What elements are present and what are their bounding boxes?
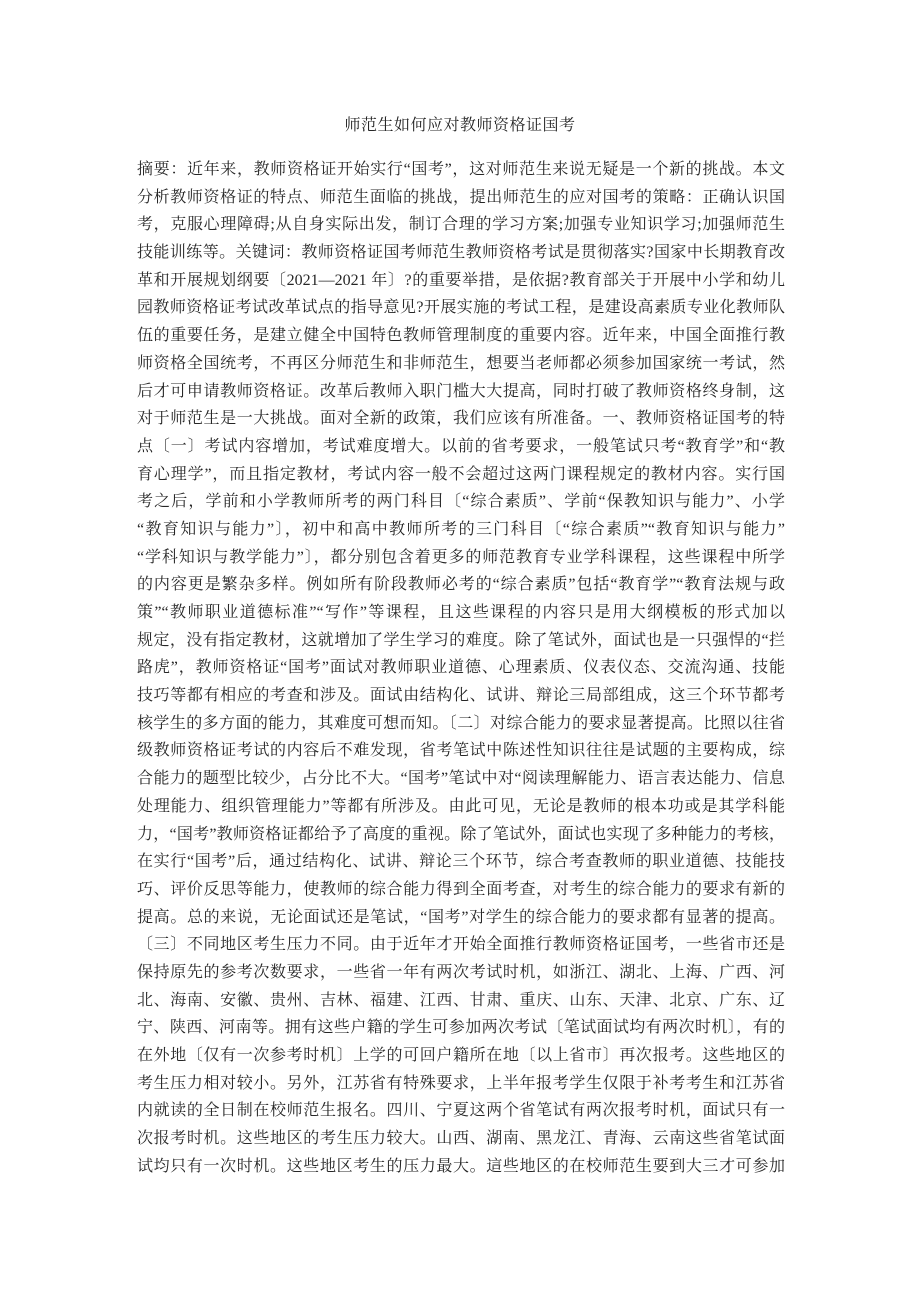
- text-line: 革和开展规划纲要〔2021—2021 年〕?的重要举措，是依据?教育部关于开展中小学和幼儿: [137, 271, 785, 289]
- text-line: 次报考时机。这些地区的考生压力较大。山西、湖南、黑龙江、青海、云南这些省笔试面: [137, 1130, 785, 1148]
- text-line: 〔三〕不同地区考生压力不同。由于近年才开始全面推行教师资格证国考，一些省市还是: [137, 936, 785, 954]
- text-line: 技巧等都有相应的考查和涉及。面试由结构化、试讲、辩论三局部组成，这三个环节都考: [137, 687, 785, 705]
- text-line: 巧、评价反思等能力，使教师的综合能力得到全面考查，对考生的综合能力的要求有新的: [137, 880, 785, 898]
- text-line: 试均只有一次时机。这些地区考生的压力最大。這些地区的在校师范生要到大三才可参加: [137, 1157, 785, 1175]
- text-line: 园教师资格证考试改革试点的指导意见?开展实施的考试工程，是建设高素质专业化教师队: [137, 299, 785, 317]
- text-line: 提高。总的来说，无论面试还是笔试，“国考”对学生的综合能力的要求都有显著的提高。: [137, 908, 785, 926]
- text-line: 伍的重要任务，是建立健全中国特色教师管理制度的重要内容。近年来，中国全面推行教: [137, 327, 785, 345]
- text-line: 育心理学”，而且指定教材，考试内容一般不会超过这两门课程规定的教材内容。实行国: [137, 465, 785, 483]
- text-line: 分析教师资格证的特点、师范生面临的挑战，提出师范生的应对国考的策略：正确认识国: [137, 188, 785, 206]
- text-line: 对于师范生是一大挑战。面对全新的政策，我们应该有所准备。一、教师资格证国考的特: [137, 410, 785, 428]
- text-line: 点〔一〕考试内容增加，考试难度增大。以前的省考要求，一般笔试只考“教育学”和“教: [137, 437, 785, 455]
- text-line: 力，“国考”教师资格证都给予了高度的重视。除了笔试外，面试也实现了多种能力的考核，: [137, 825, 785, 843]
- text-line: 摘要：近年来，教师资格证开始实行“国考”，这对师范生来说无疑是一个新的挑战。本文: [137, 161, 785, 178]
- text-line: 后才可申请教师资格证。改革后教师入职门槛大大提高，同时打破了教师资格终身制，这: [137, 382, 785, 400]
- text-line: 处理能力、组织管理能力”等都有所涉及。由此可见，无论是教师的根本功或是其学科能: [137, 797, 785, 815]
- document-body: [137, 156, 785, 1180]
- text-line: 师资格全国统考，不再区分师范生和非师范生，想要当老师都必须参加国家统一考试，然: [137, 354, 785, 372]
- text-line: 考生压力相对较小。另外，江苏省有特殊要求，上半年报考学生仅限于补考考生和江苏省: [137, 1074, 785, 1092]
- text-line: 在外地〔仅有一次参考时机〕上学的可回户籍所在地〔以上省市〕再次报考。这些地区的: [137, 1047, 785, 1064]
- text-line: 宁、陕西、河南等。拥有这些户籍的学生可参加两次考试〔笔试面试均有两次时机〕，有的: [137, 1019, 785, 1037]
- text-line: 保持原先的参考次数要求，一些省一年有两次考试时机，如浙江、湖北、上海、广西、河: [137, 963, 785, 981]
- text-line: “学科知识与教学能力”〕，都分别包含着更多的师范教育专业学科课程，这些课程中所学: [137, 548, 785, 566]
- text-line: 规定，没有指定教材，这就增加了学生学习的难度。除了笔试外，面试也是一只强悍的“拦: [137, 631, 785, 649]
- text-line: 考之后，学前和小学教师所考的两门科目〔“综合素质”、学前“保教知识与能力”、小学: [137, 493, 785, 511]
- text-line: 北、海南、安徽、贵州、吉林、福建、江西、甘肃、重庆、山东、天津、北京、广东、辽: [137, 991, 785, 1009]
- text-line: “教育知识与能力”〕，初中和高中教师所考的三门科目〔“综合素质”“教育知识与能力”: [137, 520, 785, 538]
- document-title: 师范生如何应对教师资格证国考: [344, 117, 576, 134]
- text-line: 技能训练等。关键词：教师资格证国考师范生教师资格考试是贯彻落实?国家中长期教育改: [137, 244, 785, 262]
- text-line: 路虎”，教师资格证“国考”面试对教师职业道德、心理素质、仪表仪态、交流沟通、技能: [137, 659, 785, 677]
- text-line: 核学生的多方面的能力，其难度可想而知。〔二〕对综合能力的要求显著提高。比照以往省: [137, 714, 785, 732]
- text-line: 级教师资格证考试的内容后不难发现，省考笔试中陈述性知识往往是试题的主要构成，综: [137, 742, 785, 760]
- text-line: 合能力的题型比较少，占分比不大。“国考”笔试中对“阅读理解能力、语言表达能力、信息: [137, 770, 785, 788]
- text-line: 策”“教师职业道德标准”“写作”等课程，且这些课程的内容只是用大纲模板的形式加以: [137, 604, 785, 621]
- text-line: 在实行“国考”后，通过结构化、试讲、辩论三个环节，综合考查教师的职业道德、技能技: [137, 853, 785, 871]
- text-line: 考，克服心理障碍;从自身实际出发，制订合理的学习方案;加强专业知识学习;加强师范生: [137, 216, 785, 234]
- text-line: 内就读的全日制在校师范生报名。四川、宁夏这两个省笔试有两次报考时机，面试只有一: [137, 1102, 785, 1120]
- text-line: 的内容更是繁杂多样。例如所有阶段教师必考的“综合素质”包括“教育学”“教育法规与政: [137, 576, 785, 594]
